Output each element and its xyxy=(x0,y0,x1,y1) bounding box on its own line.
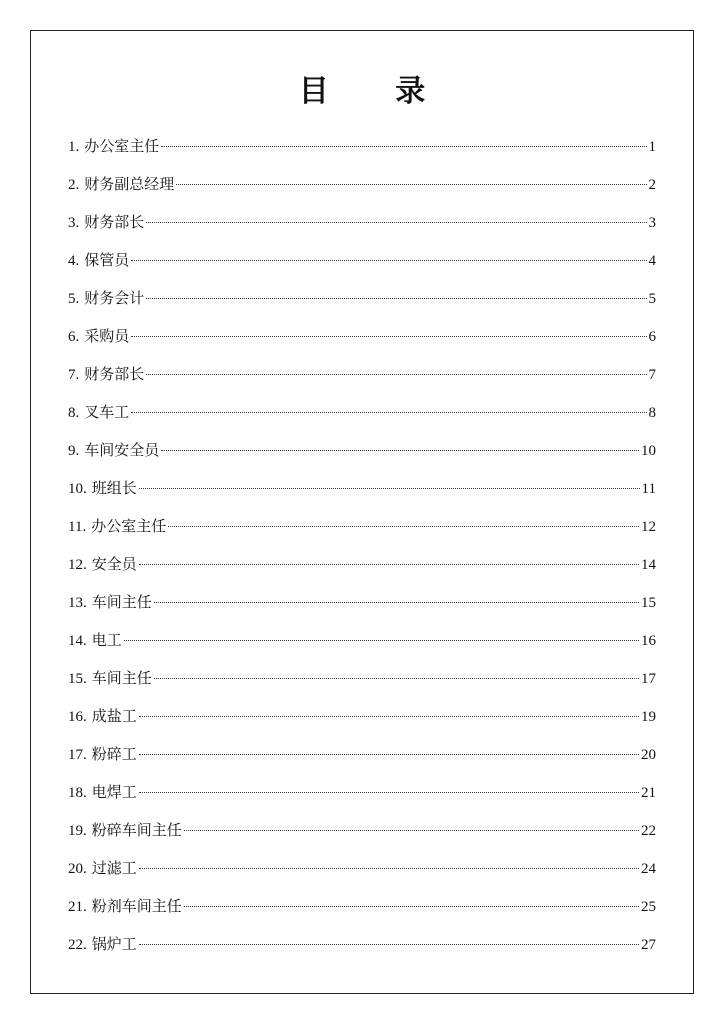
toc-entry-label: 粉剂车间主任 xyxy=(91,897,182,915)
toc-entry-number: 17. xyxy=(68,747,87,763)
toc-entry-page: 12 xyxy=(641,519,656,535)
toc-dot-leader xyxy=(146,298,646,299)
toc-dot-leader xyxy=(124,640,639,641)
toc-entry[interactable] xyxy=(68,171,656,209)
toc-entry-number: 13. xyxy=(68,595,87,611)
toc-entry-label: 财务会计 xyxy=(84,289,145,307)
toc-entry-page: 11 xyxy=(641,481,656,497)
toc-entry[interactable] xyxy=(68,513,656,551)
toc-entry-page: 17 xyxy=(641,671,656,687)
toc-entry-number: 9. xyxy=(68,443,80,459)
toc-entry[interactable] xyxy=(68,323,656,361)
toc-dot-leader xyxy=(131,336,646,337)
toc-entry-page: 21 xyxy=(641,785,656,801)
toc-entry-label: 车间主任 xyxy=(91,669,152,687)
toc-dot-leader xyxy=(139,868,639,869)
toc-entry-number: 11. xyxy=(68,519,87,535)
toc-dot-leader xyxy=(139,754,639,755)
toc-entry-label: 财务部长 xyxy=(84,365,145,383)
toc-entry-label: 车间安全员 xyxy=(84,441,160,459)
toc-entry-page: 6 xyxy=(648,329,656,345)
toc-entry-label: 电工 xyxy=(91,631,122,649)
toc-entry-page: 20 xyxy=(641,747,656,763)
toc-entry-label: 财务副总经理 xyxy=(84,175,175,193)
toc-entry-page: 4 xyxy=(648,253,656,269)
toc-entry-page: 22 xyxy=(641,823,656,839)
toc-entry[interactable] xyxy=(68,855,656,893)
toc-entry-label: 成盐工 xyxy=(91,707,137,725)
toc-entry[interactable] xyxy=(68,475,656,513)
toc-entry-label: 粉碎车间主任 xyxy=(91,821,182,839)
toc-dot-leader xyxy=(168,526,639,527)
toc-dot-leader xyxy=(161,146,646,147)
toc-entry-number: 3. xyxy=(68,215,80,231)
toc-entry[interactable] xyxy=(68,437,656,475)
toc-entry-number: 16. xyxy=(68,709,87,725)
toc-dot-leader xyxy=(131,260,646,261)
toc-entry-page: 19 xyxy=(641,709,656,725)
toc-entry-number: 6. xyxy=(68,329,80,345)
toc-dot-leader xyxy=(154,678,639,679)
toc-dot-leader xyxy=(139,792,639,793)
toc-entry-label: 锅炉工 xyxy=(91,935,137,953)
toc-entry-label: 电焊工 xyxy=(91,783,137,801)
toc-entry-number: 15. xyxy=(68,671,87,687)
toc-entry-number: 18. xyxy=(68,785,87,801)
toc-dot-leader xyxy=(139,716,639,717)
toc-entry-page: 3 xyxy=(648,215,656,231)
toc-entry-label: 叉车工 xyxy=(84,403,130,421)
toc-dot-leader xyxy=(154,602,639,603)
toc-entry-page: 27 xyxy=(641,937,656,953)
toc-entry-number: 22. xyxy=(68,937,87,953)
toc-entry[interactable] xyxy=(68,589,656,627)
toc-entry[interactable] xyxy=(68,931,656,969)
toc-entry-number: 8. xyxy=(68,405,80,421)
toc-entry-label: 班组长 xyxy=(91,479,137,497)
toc-entry-label: 办公室主任 xyxy=(84,137,160,155)
toc-entry-label: 办公室主任 xyxy=(91,517,167,535)
toc-dot-leader xyxy=(184,906,639,907)
toc-entry-page: 25 xyxy=(641,899,656,915)
toc-title: 目 录 xyxy=(298,74,454,109)
toc-entry-number: 1. xyxy=(68,139,80,155)
toc-entry[interactable] xyxy=(68,741,656,779)
toc-entry[interactable] xyxy=(68,779,656,817)
toc-entry-label: 财务部长 xyxy=(84,213,145,231)
toc-entry-page: 16 xyxy=(641,633,656,649)
toc-entry[interactable] xyxy=(68,399,656,437)
toc-entry-number: 7. xyxy=(68,367,80,383)
toc-dot-leader xyxy=(176,184,646,185)
toc-entry-label: 保管员 xyxy=(84,251,130,269)
toc-entry[interactable] xyxy=(68,817,656,855)
toc-entry-label: 过滤工 xyxy=(91,859,137,877)
toc-entry-label: 采购员 xyxy=(84,327,130,345)
toc-entry-number: 12. xyxy=(68,557,87,573)
toc-list xyxy=(68,133,656,969)
toc-dot-leader xyxy=(139,488,640,489)
toc-dot-leader xyxy=(146,374,646,375)
toc-entry[interactable] xyxy=(68,627,656,665)
toc-entry[interactable] xyxy=(68,551,656,589)
toc-entry-number: 10. xyxy=(68,481,87,497)
toc-entry-page: 10 xyxy=(641,443,656,459)
toc-dot-leader xyxy=(146,222,646,223)
toc-dot-leader xyxy=(139,944,639,945)
toc-entry-number: 19. xyxy=(68,823,87,839)
toc-entry-label: 车间主任 xyxy=(91,593,152,611)
toc-entry-number: 4. xyxy=(68,253,80,269)
toc-entry[interactable] xyxy=(68,703,656,741)
toc-dot-leader xyxy=(184,830,639,831)
toc-entry-label: 粉碎工 xyxy=(91,745,137,763)
toc-entry-page: 24 xyxy=(641,861,656,877)
toc-dot-leader xyxy=(131,412,646,413)
toc-entry[interactable] xyxy=(68,209,656,247)
toc-entry[interactable] xyxy=(68,133,656,171)
toc-dot-leader xyxy=(139,564,639,565)
toc-entry-page: 15 xyxy=(641,595,656,611)
toc-entry-number: 5. xyxy=(68,291,80,307)
toc-entry[interactable] xyxy=(68,285,656,323)
toc-entry[interactable] xyxy=(68,665,656,703)
toc-entry-number: 14. xyxy=(68,633,87,649)
toc-dot-leader xyxy=(161,450,639,451)
toc-entry-number: 20. xyxy=(68,861,87,877)
toc-entry-page: 1 xyxy=(648,139,656,155)
toc-entry-page: 14 xyxy=(641,557,656,573)
toc-entry-label: 安全员 xyxy=(91,555,137,573)
toc-entry-page: 7 xyxy=(648,367,656,383)
toc-entry-page: 8 xyxy=(648,405,656,421)
toc-entry-page: 5 xyxy=(648,291,656,307)
toc-entry-number: 21. xyxy=(68,899,87,915)
toc-entry-page: 2 xyxy=(648,177,656,193)
toc-entry[interactable] xyxy=(68,361,656,399)
toc-entry-number: 2. xyxy=(68,177,80,193)
toc-entry[interactable] xyxy=(68,247,656,285)
toc-entry[interactable] xyxy=(68,893,656,931)
